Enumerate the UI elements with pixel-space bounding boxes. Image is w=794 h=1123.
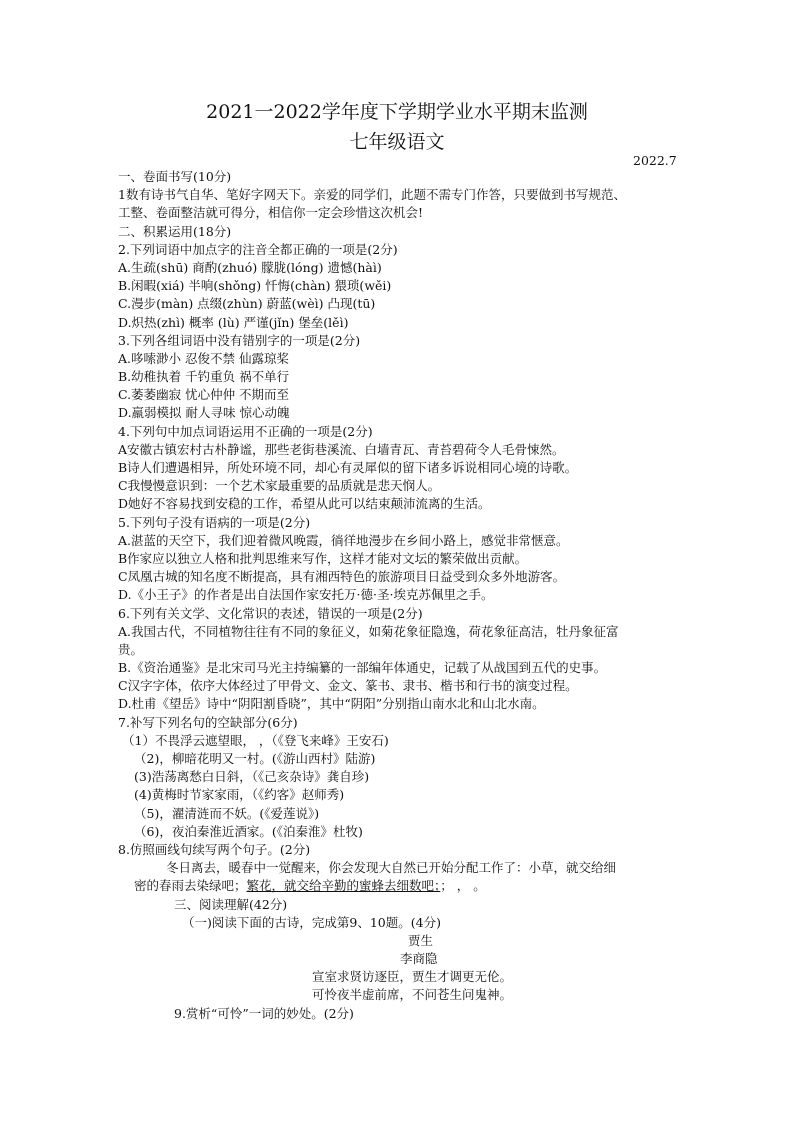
option-line: A.哆嗦渺小 忍俊不禁 仙露琼桨 bbox=[118, 350, 289, 366]
exam-date: 2022.7 bbox=[633, 153, 677, 168]
option-line: B.幼稚执着 千钓重负 祸不单行 bbox=[118, 369, 290, 385]
passage-line bbox=[118, 877, 698, 895]
passage-line: 冬日离去，暖春中一觉醒来，你会发现大自然已开始分配工作了：小草，就交给细 bbox=[166, 860, 617, 876]
option-line: D.羸弱模拟 耐人寻味 惊心动魄 bbox=[118, 405, 290, 421]
option-line: B.《资治通鉴》是北宋司马光主持编纂的一部编年体通史，记载了从战国到五代的史事。 bbox=[118, 660, 607, 676]
question-stem: 2.下列词语中加点字的注音全都正确的一项是(2分) bbox=[118, 241, 398, 257]
option-line: C汉字字体，依序大体经过了甲骨文、金文、篆书、隶书、楷书和行书的演变过程。 bbox=[118, 678, 578, 694]
option-line: D.《小王子》的作者是出自法国作家安托万·德·圣·埃克苏佩里之手。 bbox=[118, 587, 494, 603]
question-text: 工整、卷面整洁就可得分，相信你一定会珍惜这次机会! bbox=[118, 205, 424, 221]
section-heading: 一、卷面书写(10分) bbox=[118, 169, 232, 184]
fill-blank-line: （5)，濯清涟而不妖。(《爱莲说》) bbox=[134, 805, 320, 821]
fill-blank-line: (4)黄梅时节家家雨，（《约客》赵师秀) bbox=[134, 787, 345, 803]
option-line: B.闲暇(xiá) 半响(shǒng) 忏悔(chàn) 猥琐(wěi) bbox=[118, 278, 392, 294]
poem-author: 李商隐 bbox=[400, 951, 438, 967]
option-line: 贵。 bbox=[118, 641, 144, 657]
option-line: D.杜甫《望岳》诗中“阴阳割昏晓”，其中“阴阳”分别指山南水北和山北水南。 bbox=[118, 696, 545, 712]
question-stem: （一)阅读下面的古诗，完成第9、10题。(4分) bbox=[182, 914, 441, 930]
question-stem: 7.补写下列名句的空缺部分(6分) bbox=[118, 714, 298, 730]
poem-title: 贾生 bbox=[408, 932, 434, 948]
option-line: B作家应以独立人格和批判思维来写作，这样才能对文坛的繁荣做出贡献。 bbox=[118, 550, 528, 566]
fill-blank-line: (3)浩荡离愁白日斜，（《己亥杂诗》龚自珍) bbox=[134, 769, 370, 785]
exam-subtitle: 七年级语文 bbox=[349, 131, 445, 153]
option-line: A.我国古代，不同植物往往有不同的象征义，如菊花象征隐逸，荷花象征高洁，牡丹象征富 bbox=[118, 623, 619, 639]
option-line: C.漫步(màn) 点缀(zhùn) 蔚蓝(wèì) 凸现(tū) bbox=[118, 296, 376, 312]
exam-title: 2021一2022学年度下学期学业水平期末监测 bbox=[206, 101, 588, 123]
question-stem: 4.下列句中加点词语运用不正确的一项是(2分) bbox=[118, 423, 373, 439]
section-heading: 三、阅读理解(42分) bbox=[174, 896, 288, 912]
exam-body bbox=[118, 168, 698, 1023]
question-stem: 9.赏析“可怜”一词的妙处。(2分) bbox=[174, 1005, 354, 1021]
passage-text: 密的春雨去染绿吧； bbox=[134, 878, 247, 894]
option-line: C凤凰古城的知名度不断提高，具有湘西特色的旅游项目日益受到众多外地游客。 bbox=[118, 569, 566, 585]
question-stem: 6.下列有关文学、文化常识的表述，错误的一项是(2分) bbox=[118, 605, 423, 621]
option-line: D她好不容易找到安稳的工作，希望从此可以结束颠沛流离的生活。 bbox=[118, 496, 491, 512]
question-text: 1数有诗书气自华、笔好字网天下。亲爱的同学们，此题不需专门作答，只要做到书写规范、 bbox=[118, 187, 626, 203]
fill-blank-line: （6)，夜泊秦淮近酒家。(《泊秦淮》杜牧) bbox=[134, 823, 363, 839]
poem-line: 宣室求贤访逐臣，贾生才调更无伦。 bbox=[312, 969, 513, 985]
option-line: A安徽古镇宏村古朴静谧，那些老街巷溪流、白墙青瓦、青苔碧荷令人毛骨悚然。 bbox=[118, 441, 565, 457]
question-stem: 8.仿照画线句续写两个句子。(2分) bbox=[118, 841, 311, 857]
fill-blank-line: （1）不畏浮云遮望眼， ，（《登飞来峰》王安石) bbox=[122, 732, 389, 748]
option-line: C我慢慢意识到：一个艺术家最重要的品质就是悲天悯人。 bbox=[118, 478, 441, 494]
answer-blank: ； ， 。 bbox=[440, 878, 486, 894]
section-heading: 二、积累运用(18分) bbox=[118, 223, 232, 239]
underlined-sentence: 繁花，就交给辛勤的蜜蜂去细数吧； bbox=[246, 878, 441, 894]
fill-blank-line: （2)，柳暗花明又一村。(《游山西村》陆游) bbox=[134, 751, 376, 766]
question-stem: 5.下列句子没有语病的一项是(2分) bbox=[118, 514, 311, 530]
option-line: C.萎萎幽寂 忧心仲仲 不期而至 bbox=[118, 387, 290, 403]
option-line: A.生疏(shū) 商酌(zhuó) 朦胧(lóng) 遗憾(hàì) bbox=[118, 259, 382, 275]
option-line: B诗人们遭遇相异，所处环境不同，却心有灵犀似的留下诸多诉说相同心境的诗歌。 bbox=[118, 460, 578, 475]
option-line: D.炽热(zhì) 概率 (lù) 严谨(jǐn) 堡垒(lěì) bbox=[118, 314, 349, 330]
poem-line: 可怜夜半虚前席，不问苍生问鬼神。 bbox=[312, 987, 513, 1003]
question-stem: 3.下列各组词语中没有错别字的一项是(2分) bbox=[118, 332, 361, 348]
option-line: A.湛蓝的天空下，我们迎着微风晚霞，徜徉地漫步在乡间小路上，感觉非常惬意。 bbox=[118, 532, 569, 548]
